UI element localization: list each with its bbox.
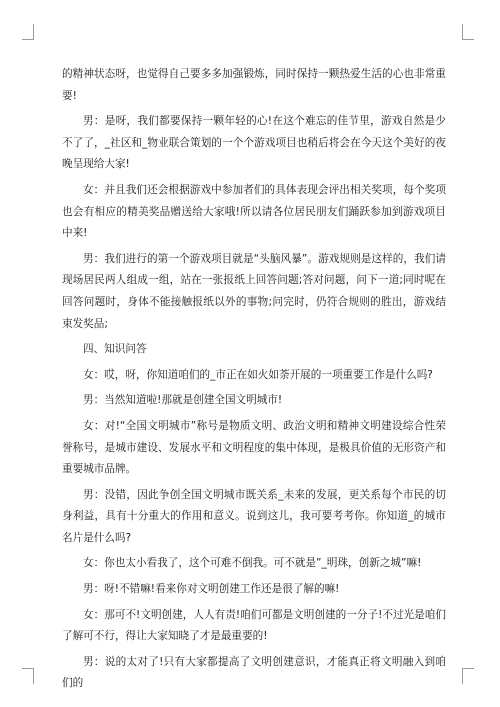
paragraph: 男：说的太对了!只有大家都提高了文明创建意识，才能真正将文明融入到咱们的 [62, 655, 446, 690]
paragraph: 的精神状态呀，也觉得自己要多多加强锻炼，同时保持一颗热爱生活的心也非常重要! [62, 68, 446, 102]
paragraph: 女：你也太小看我了，这个可难不倒我。可不就是”_明珠，创新之城”嘛! [83, 557, 422, 570]
paragraph: 女：对!“全国文明城市”称号是物质文明、政治文明和精神文明建设综合性荣誉称号，是城市建设、发展水平和文明程度的集中体现，是极具价值的无形资产和重要城市品牌。 [62, 419, 446, 476]
document-body [62, 64, 446, 699]
section-heading: 四、知识问答 [83, 343, 147, 356]
paragraph: 男：是呀，我们都要保持一颗年轻的心!在这个难忘的佳节里，游戏自然是少不了了，_社区和_物业联合策划的一个个游戏项目也稍后将会在今天这个美好的夜晚呈现给大家! [62, 115, 446, 171]
paragraph: 男：没错，因此争创全国文明城市既关系_未来的发展，更关系每个市民的切身利益，具有十分重大的作用和意义。说到这儿，我可要考考你。你知道_的城市名片是什么吗? [62, 488, 446, 544]
paragraph: 女：那可不!文明创建，人人有责!咱们可都是文明创建的一分子!不过光是咱们了解可不行，得让大家知晓了才是最重要的! [62, 608, 446, 643]
paragraph: 男：当然知道啦!那就是创建全国文明城市! [83, 394, 283, 407]
paragraph: 女：并且我们还会根据游戏中参加者们的具体表现会评出相关奖项，每个奖项也会有相应的精美奖品赠送给大家哦!所以请各位居民朋友们踊跃参加到游戏项目中来! [62, 183, 446, 240]
paragraph: 男：我们进行的第一个游戏项目就是“头脑风暴”。游戏规则是这样的，我们请现场居民两人组成一组，站在一张报纸上回答问题;答对问题，问下一道;同时呢在回答问题时，身体不能接触报纸以外的事物;问完时，仍符合规则的胜出，游戏结束发奖品; [62, 252, 446, 330]
paragraph: 女：哎，呀，你知道咱们的_市正在如火如荼开展的一项重要工作是什么吗? [83, 368, 433, 381]
paragraph: 男：呀!不错嘛!看来你对文明创建工作还是很了解的嘛! [83, 583, 340, 596]
